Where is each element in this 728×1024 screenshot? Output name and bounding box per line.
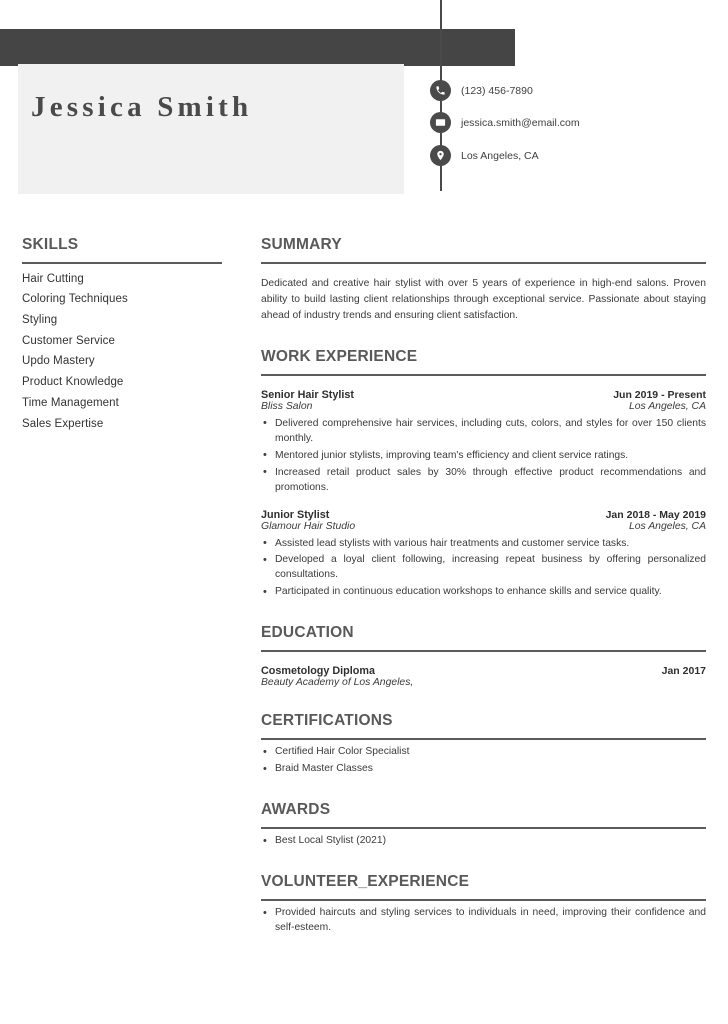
contact-email-value: jessica.smith@email.com [461,116,580,129]
contact-location-value: Los Angeles, CA [461,149,539,162]
list-item: • Certified Hair Color Specialist [261,745,706,760]
awards-section [261,801,706,849]
list-item: • Participated in continuous education workshops to enhance skills and service quality. [261,585,706,600]
certifications-list [261,745,706,777]
envelope-icon [430,112,451,133]
list-item: Sales Expertise [22,417,104,430]
list-item: • Increased retail product sales by 30% through effective product recommendations and promotions. [261,466,706,496]
job-bullets [261,417,706,496]
education-entry-subheader [261,677,706,688]
education-heading: EDUCATION [261,624,354,642]
list-item: Customer Service [22,334,115,347]
contact-location[interactable] [430,145,539,166]
summary-heading: SUMMARY [261,236,342,253]
certifications-heading: CERTIFICATIONS [261,712,393,730]
awards-heading: AWARDS [261,801,331,819]
summary-section [261,210,706,324]
contact-email[interactable] [430,112,580,133]
job-location: Los Angeles, CA [628,520,706,532]
work-entry-header [261,509,706,521]
work-entry-subheader [261,401,706,412]
skills-list [22,264,222,430]
main-column [261,210,706,936]
list-item: Coloring Techniques [22,293,128,306]
awards-list [261,834,706,849]
candidate-name: Jessica Smith [31,91,253,123]
contact-phone-value: (123) 456-7890 [461,84,533,97]
job-title: Junior Stylist [261,508,330,521]
job-dates: Jun 2019 - Present [613,388,706,401]
list-item: Styling [22,314,58,327]
list-item: • Best Local Stylist (2021) [261,834,706,849]
skills-heading: SKILLS [22,236,79,253]
education-entry [261,665,706,688]
list-item: Updo Mastery [22,355,95,368]
work-experience-section [261,348,706,600]
list-item: Hair Cutting [22,272,84,285]
skills-section [22,236,222,430]
list-item: • Provided haircuts and styling services to individuals in need, improving their confidence and self-esteem. [261,906,706,936]
summary-rule [261,262,706,264]
company-name: Bliss Salon [261,400,313,412]
list-item: • Mentored junior stylists, improving team's efficiency and client service ratings. [261,449,706,464]
list-item: Product Knowledge [22,376,124,389]
education-rule [261,650,706,652]
education-entry-header [261,665,706,677]
degree-title: Cosmetology Diploma [261,665,375,678]
volunteer-experience-rule [261,899,706,901]
sidebar [22,210,222,430]
map-pin-icon [430,145,451,166]
company-name: Glamour Hair Studio [261,520,356,532]
list-item: • Developed a loyal client following, increasing repeat business by offering personalized consultations. [261,553,706,583]
work-entry-subheader [261,521,706,532]
school-name: Beauty Academy of Los Angeles, [261,677,414,689]
work-experience-heading: WORK EXPERIENCE [261,347,418,365]
certifications-rule [261,738,706,740]
resume-header [0,0,728,210]
education-date: Jan 2017 [661,665,706,678]
work-entry [261,389,706,496]
awards-rule [261,827,706,829]
work-entry-header [261,389,706,401]
volunteer-experience-heading: VOLUNTEER_EXPERIENCE [261,873,470,891]
volunteer-experience-section [261,873,706,936]
contact-phone[interactable] [430,80,533,101]
list-item: Time Management [22,396,119,409]
volunteer-experience-list [261,906,706,936]
list-item: • Delivered comprehensive hair services, including cuts, colors, and styles for over 150 clients monthly. [261,417,706,447]
certifications-section [261,712,706,777]
header-dark-band [0,29,515,66]
summary-text: Dedicated and creative hair stylist with over 5 years of experience in high-end salons. Proven ability to build lasting client relationships through exceptional service. Passionate about staying ahead of industry trends and ensuring client satisfaction. [261,278,706,321]
job-dates: Jan 2018 - May 2019 [605,508,706,521]
work-entry [261,509,706,601]
job-location: Los Angeles, CA [628,400,706,412]
job-title: Senior Hair Stylist [261,388,355,401]
list-item: • Assisted lead stylists with various hair treatments and customer service tasks. [261,537,706,552]
name-panel [18,64,404,194]
list-item: • Braid Master Classes [261,762,706,777]
job-bullets [261,537,706,601]
education-section [261,624,706,688]
phone-icon [430,80,451,101]
work-experience-rule [261,374,706,376]
